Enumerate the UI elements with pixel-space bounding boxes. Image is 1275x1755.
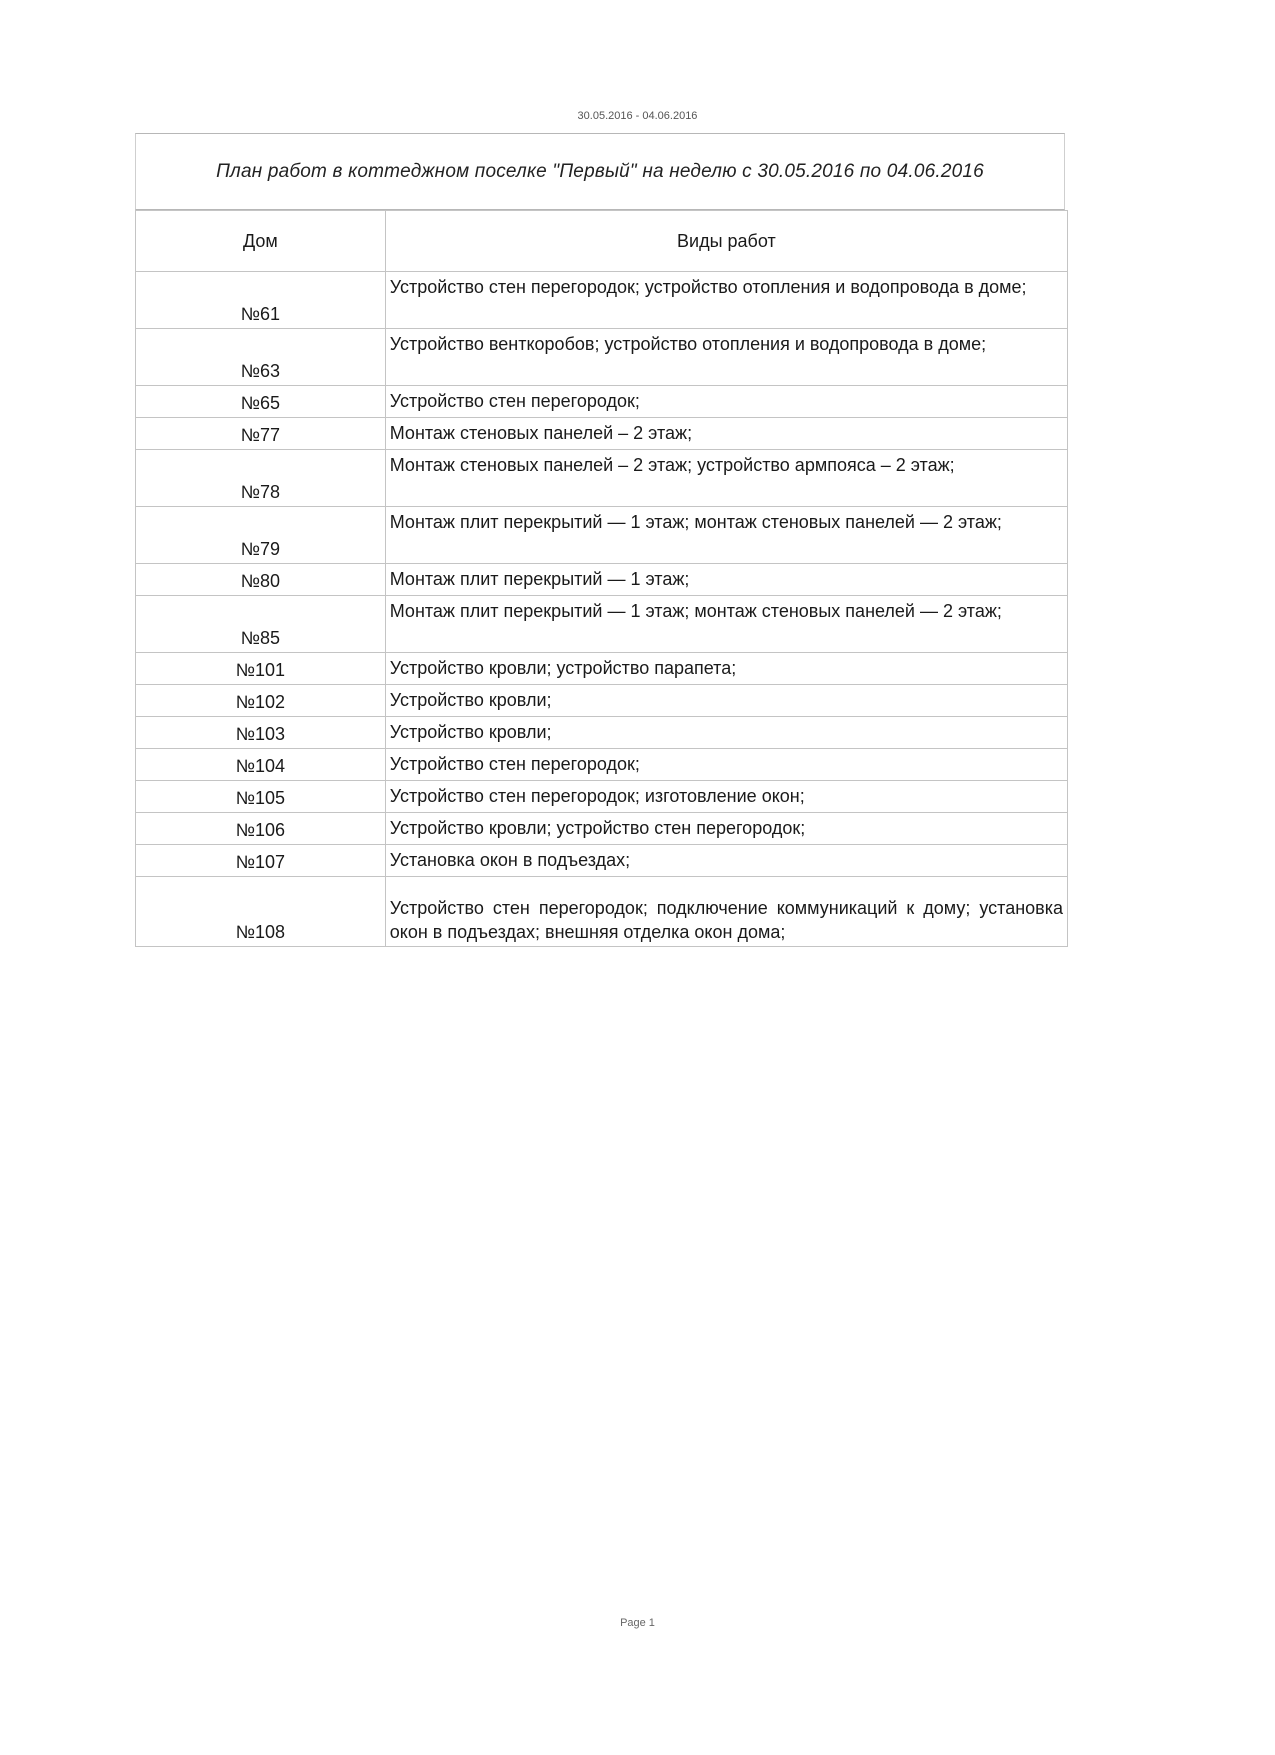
work-plan-table <box>135 210 1068 947</box>
table-row <box>136 813 1068 845</box>
house-number: №101 <box>136 653 386 685</box>
table-row <box>136 329 1068 386</box>
work-description: Устройство кровли; устройство парапета; <box>385 653 1067 685</box>
work-description: Устройство венткоробов; устройство отопления и водопровода в доме; <box>385 329 1067 386</box>
table-row <box>136 418 1068 450</box>
house-number: №104 <box>136 749 386 781</box>
work-description: Устройство стен перегородок; <box>385 386 1067 418</box>
house-number: №79 <box>136 507 386 564</box>
house-number: №103 <box>136 717 386 749</box>
work-description: Устройство стен перегородок; <box>385 749 1067 781</box>
work-plan-sheet <box>135 133 1065 947</box>
column-header-works: Виды работ <box>385 211 1067 272</box>
house-number: №61 <box>136 272 386 329</box>
house-number: №65 <box>136 386 386 418</box>
work-description: Устройство стен перегородок; подключение коммуникаций к дому; установка окон в подъездах; внешняя отделка окон дома; <box>385 877 1067 947</box>
house-number: №108 <box>136 877 386 947</box>
table-row <box>136 272 1068 329</box>
work-description: Монтаж стеновых панелей – 2 этаж; устройство армпояса – 2 этаж; <box>385 450 1067 507</box>
work-description: Устройство кровли; <box>385 717 1067 749</box>
work-description: Монтаж стеновых панелей – 2 этаж; <box>385 418 1067 450</box>
house-number: №78 <box>136 450 386 507</box>
house-number: №80 <box>136 564 386 596</box>
table-row <box>136 386 1068 418</box>
table-row <box>136 653 1068 685</box>
work-description: Устройство стен перегородок; устройство отопления и водопровода в доме; <box>385 272 1067 329</box>
page-number: Page 1 <box>620 1617 655 1629</box>
work-description: Монтаж плит перекрытий — 1 этаж; монтаж стеновых панелей — 2 этаж; <box>385 596 1067 653</box>
table-row <box>136 749 1068 781</box>
table-row <box>136 845 1068 877</box>
table-row <box>136 507 1068 564</box>
work-description: Установка окон в подъездах; <box>385 845 1067 877</box>
table-row <box>136 596 1068 653</box>
document-title: План работ в коттеджном поселке "Первый" на неделю с 30.05.2016 по 04.06.2016 <box>135 133 1065 210</box>
work-description: Устройство кровли; <box>385 685 1067 717</box>
table-row <box>136 564 1068 596</box>
work-description: Монтаж плит перекрытий — 1 этаж; монтаж стеновых панелей — 2 этаж; <box>385 507 1067 564</box>
house-number: №106 <box>136 813 386 845</box>
table-header-row <box>136 211 1068 272</box>
house-number: №63 <box>136 329 386 386</box>
house-number: №107 <box>136 845 386 877</box>
work-description: Монтаж плит перекрытий — 1 этаж; <box>385 564 1067 596</box>
table-row <box>136 450 1068 507</box>
table-row <box>136 781 1068 813</box>
work-description: Устройство стен перегородок; изготовление окон; <box>385 781 1067 813</box>
table-row <box>136 685 1068 717</box>
house-number: №77 <box>136 418 386 450</box>
print-date-range: 30.05.2016 - 04.06.2016 <box>577 110 698 122</box>
house-number: №105 <box>136 781 386 813</box>
column-header-house: Дом <box>136 211 386 272</box>
house-number: №85 <box>136 596 386 653</box>
house-number: №102 <box>136 685 386 717</box>
table-row <box>136 877 1068 947</box>
work-description: Устройство кровли; устройство стен перегородок; <box>385 813 1067 845</box>
table-row <box>136 717 1068 749</box>
